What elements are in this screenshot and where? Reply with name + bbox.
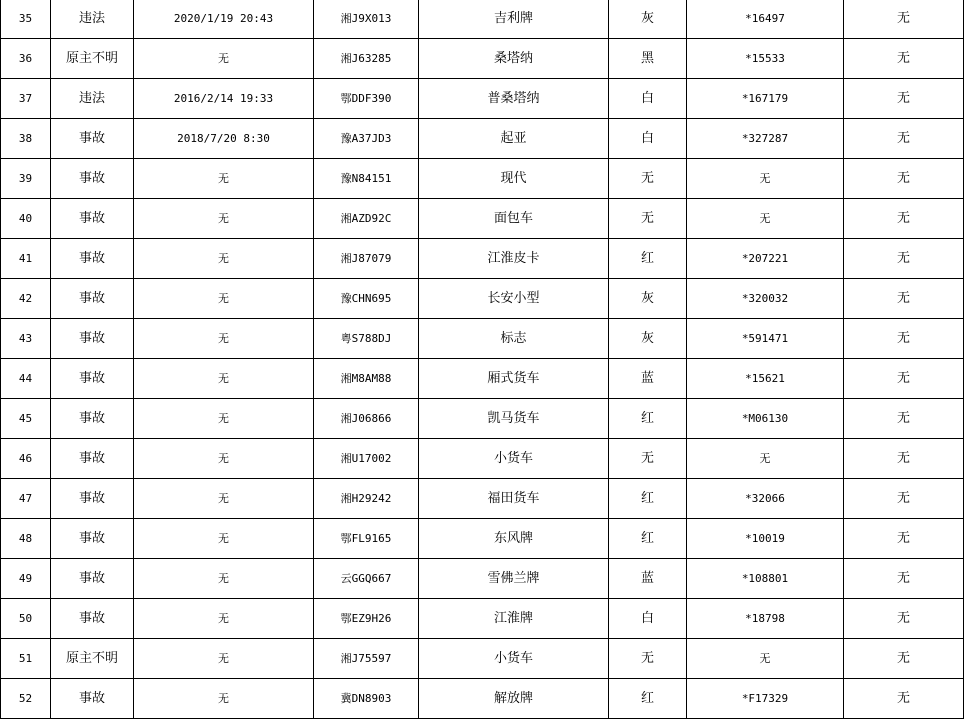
- table-row: [1, 679, 964, 719]
- plate-cell: 鄂FL9165: [314, 519, 419, 559]
- color-cell: 黑: [609, 39, 687, 79]
- color-cell: 红: [609, 479, 687, 519]
- color-cell: 灰: [609, 319, 687, 359]
- category-cell: 事故: [51, 159, 134, 199]
- plate-cell: 粤S788DJ: [314, 319, 419, 359]
- table-row: [1, 559, 964, 599]
- brand-cell: 长安小型: [419, 279, 609, 319]
- plate-cell: 云GGQ667: [314, 559, 419, 599]
- time-cell: 无: [134, 599, 314, 639]
- category-cell: 事故: [51, 439, 134, 479]
- extra-cell: 无: [844, 559, 964, 599]
- brand-cell: 桑塔纳: [419, 39, 609, 79]
- color-cell: 白: [609, 119, 687, 159]
- time-cell: 无: [134, 519, 314, 559]
- row-number-cell: 51: [1, 639, 51, 679]
- row-number-cell: 39: [1, 159, 51, 199]
- plate-cell: 豫CHN695: [314, 279, 419, 319]
- brand-cell: 标志: [419, 319, 609, 359]
- table-row: [1, 639, 964, 679]
- category-cell: 事故: [51, 239, 134, 279]
- time-cell: 无: [134, 279, 314, 319]
- table-row: [1, 79, 964, 119]
- table-row: [1, 599, 964, 639]
- time-cell: 无: [134, 199, 314, 239]
- plate-cell: 鄂DDF390: [314, 79, 419, 119]
- vin-cell: *320032: [687, 279, 844, 319]
- row-number-cell: 46: [1, 439, 51, 479]
- time-cell: 2018/7/20 8:30: [134, 119, 314, 159]
- plate-cell: 湘J75597: [314, 639, 419, 679]
- table-row: [1, 399, 964, 439]
- plate-cell: 湘M8AM88: [314, 359, 419, 399]
- vin-cell: *10019: [687, 519, 844, 559]
- plate-cell: 冀DN8903: [314, 679, 419, 719]
- brand-cell: 江淮牌: [419, 599, 609, 639]
- extra-cell: 无: [844, 319, 964, 359]
- vin-cell: *18798: [687, 599, 844, 639]
- color-cell: 蓝: [609, 559, 687, 599]
- extra-cell: 无: [844, 359, 964, 399]
- vin-cell: 无: [687, 199, 844, 239]
- color-cell: 蓝: [609, 359, 687, 399]
- time-cell: 无: [134, 559, 314, 599]
- extra-cell: 无: [844, 439, 964, 479]
- time-cell: 无: [134, 399, 314, 439]
- color-cell: 红: [609, 399, 687, 439]
- vin-cell: *15621: [687, 359, 844, 399]
- plate-cell: 鄂EZ9H26: [314, 599, 419, 639]
- row-number-cell: 45: [1, 399, 51, 439]
- vin-cell: 无: [687, 639, 844, 679]
- row-number-cell: 48: [1, 519, 51, 559]
- vin-cell: *167179: [687, 79, 844, 119]
- category-cell: 事故: [51, 679, 134, 719]
- table-row: [1, 319, 964, 359]
- time-cell: 无: [134, 159, 314, 199]
- row-number-cell: 47: [1, 479, 51, 519]
- row-number-cell: 41: [1, 239, 51, 279]
- table-row: [1, 479, 964, 519]
- row-number-cell: 50: [1, 599, 51, 639]
- vin-cell: *108801: [687, 559, 844, 599]
- color-cell: 无: [609, 199, 687, 239]
- category-cell: 事故: [51, 479, 134, 519]
- time-cell: 无: [134, 479, 314, 519]
- extra-cell: 无: [844, 639, 964, 679]
- brand-cell: 江淮皮卡: [419, 239, 609, 279]
- plate-cell: 湘U17002: [314, 439, 419, 479]
- row-number-cell: 36: [1, 39, 51, 79]
- row-number-cell: 44: [1, 359, 51, 399]
- category-cell: 事故: [51, 319, 134, 359]
- category-cell: 违法: [51, 0, 134, 39]
- table-row: [1, 199, 964, 239]
- extra-cell: 无: [844, 0, 964, 39]
- vin-cell: *15533: [687, 39, 844, 79]
- color-cell: 白: [609, 79, 687, 119]
- time-cell: 2016/2/14 19:33: [134, 79, 314, 119]
- time-cell: 无: [134, 319, 314, 359]
- vin-cell: *M06130: [687, 399, 844, 439]
- plate-cell: 湘J9X013: [314, 0, 419, 39]
- brand-cell: 面包车: [419, 199, 609, 239]
- vin-cell: *16497: [687, 0, 844, 39]
- color-cell: 灰: [609, 279, 687, 319]
- brand-cell: 福田货车: [419, 479, 609, 519]
- table-row: [1, 119, 964, 159]
- table-row: [1, 239, 964, 279]
- extra-cell: 无: [844, 79, 964, 119]
- plate-cell: 豫N84151: [314, 159, 419, 199]
- brand-cell: 吉利牌: [419, 0, 609, 39]
- category-cell: 违法: [51, 79, 134, 119]
- brand-cell: 东风牌: [419, 519, 609, 559]
- table-row: [1, 279, 964, 319]
- table-row: [1, 519, 964, 559]
- category-cell: 事故: [51, 279, 134, 319]
- row-number-cell: 38: [1, 119, 51, 159]
- color-cell: 红: [609, 519, 687, 559]
- time-cell: 无: [134, 639, 314, 679]
- extra-cell: 无: [844, 279, 964, 319]
- time-cell: 无: [134, 439, 314, 479]
- table-row: [1, 159, 964, 199]
- row-number-cell: 40: [1, 199, 51, 239]
- vin-cell: *207221: [687, 239, 844, 279]
- color-cell: 红: [609, 239, 687, 279]
- color-cell: 无: [609, 439, 687, 479]
- vin-cell: *591471: [687, 319, 844, 359]
- extra-cell: 无: [844, 199, 964, 239]
- row-number-cell: 37: [1, 79, 51, 119]
- brand-cell: 起亚: [419, 119, 609, 159]
- extra-cell: 无: [844, 119, 964, 159]
- extra-cell: 无: [844, 479, 964, 519]
- plate-cell: 豫A37JD3: [314, 119, 419, 159]
- brand-cell: 凯马货车: [419, 399, 609, 439]
- row-number-cell: 49: [1, 559, 51, 599]
- row-number-cell: 43: [1, 319, 51, 359]
- color-cell: 无: [609, 639, 687, 679]
- brand-cell: 解放牌: [419, 679, 609, 719]
- extra-cell: 无: [844, 159, 964, 199]
- category-cell: 事故: [51, 399, 134, 439]
- brand-cell: 厢式货车: [419, 359, 609, 399]
- vin-cell: *F17329: [687, 679, 844, 719]
- brand-cell: 雪佛兰牌: [419, 559, 609, 599]
- row-number-cell: 35: [1, 0, 51, 39]
- plate-cell: 湘J63285: [314, 39, 419, 79]
- category-cell: 事故: [51, 599, 134, 639]
- plate-cell: 湘H29242: [314, 479, 419, 519]
- time-cell: 无: [134, 359, 314, 399]
- table-row: [1, 439, 964, 479]
- category-cell: 事故: [51, 119, 134, 159]
- brand-cell: 小货车: [419, 639, 609, 679]
- row-number-cell: 52: [1, 679, 51, 719]
- table-body: [1, 0, 964, 719]
- table-row: [1, 39, 964, 79]
- table-row: [1, 0, 964, 39]
- table-row: [1, 359, 964, 399]
- row-number-cell: 42: [1, 279, 51, 319]
- brand-cell: 普桑塔纳: [419, 79, 609, 119]
- time-cell: 无: [134, 39, 314, 79]
- extra-cell: 无: [844, 239, 964, 279]
- brand-cell: 小货车: [419, 439, 609, 479]
- category-cell: 原主不明: [51, 39, 134, 79]
- time-cell: 无: [134, 239, 314, 279]
- color-cell: 灰: [609, 0, 687, 39]
- time-cell: 无: [134, 679, 314, 719]
- category-cell: 事故: [51, 519, 134, 559]
- category-cell: 事故: [51, 199, 134, 239]
- vin-cell: 无: [687, 439, 844, 479]
- category-cell: 事故: [51, 359, 134, 399]
- plate-cell: 湘J06866: [314, 399, 419, 439]
- category-cell: 事故: [51, 559, 134, 599]
- time-cell: 2020/1/19 20:43: [134, 0, 314, 39]
- plate-cell: 湘AZD92C: [314, 199, 419, 239]
- vin-cell: 无: [687, 159, 844, 199]
- plate-cell: 湘J87079: [314, 239, 419, 279]
- color-cell: 白: [609, 599, 687, 639]
- extra-cell: 无: [844, 679, 964, 719]
- brand-cell: 现代: [419, 159, 609, 199]
- extra-cell: 无: [844, 39, 964, 79]
- category-cell: 原主不明: [51, 639, 134, 679]
- extra-cell: 无: [844, 519, 964, 559]
- vin-cell: *327287: [687, 119, 844, 159]
- vin-cell: *32066: [687, 479, 844, 519]
- extra-cell: 无: [844, 599, 964, 639]
- color-cell: 红: [609, 679, 687, 719]
- color-cell: 无: [609, 159, 687, 199]
- extra-cell: 无: [844, 399, 964, 439]
